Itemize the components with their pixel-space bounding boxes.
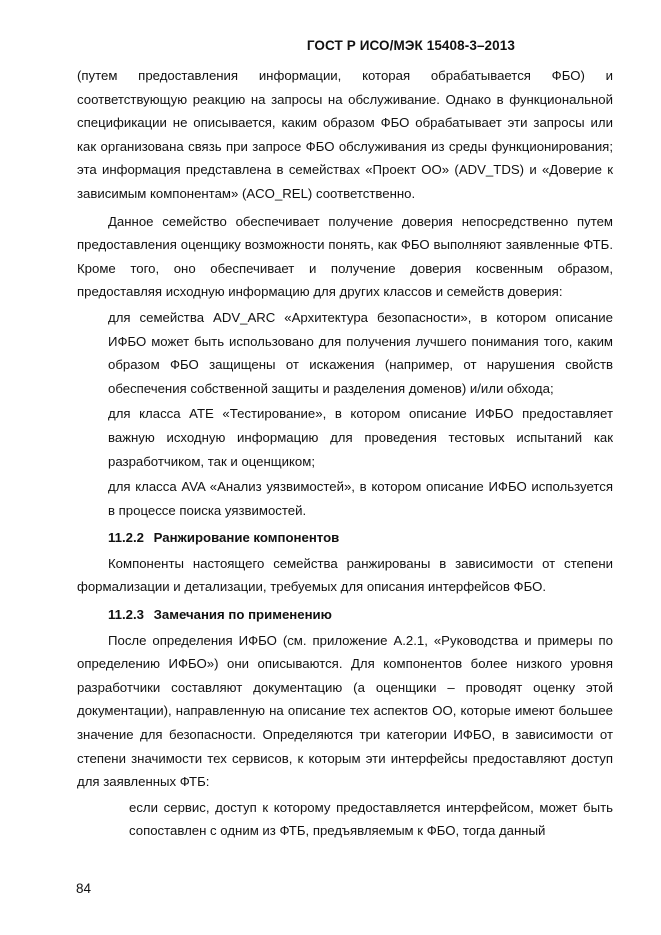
section-number: 11.2.3 bbox=[108, 607, 144, 623]
list-item: для класса AVA «Анализ уязвимостей», в котором описание ИФБО используется в процессе поиска уязвимостей. bbox=[108, 479, 613, 518]
paragraph: (путем предоставления информации, которая обрабатывается ФБО) и соответствующую реакцию на запросы на обслуживание. Однако в функциональной спецификации не описывается, каким образом ФБО обрабатывает эти запросы или как организована связь при запросе ФБО обслуживания из среды функционирования; эта информация представлена в семействах «Проект ОО» (ADV_TDS) и «Доверие к зависимым компонентам» (ACO_REL) соответственно. bbox=[77, 68, 613, 201]
page-content bbox=[77, 64, 613, 843]
standard-header: ГОСТ Р ИСО/МЭК 15408-3–2013 bbox=[306, 38, 515, 53]
paragraph: Компоненты настоящего семейства ранжированы в зависимости от степени формализации и детализации, требуемых для описания интерфейсов ФБО. bbox=[77, 555, 613, 595]
section-heading bbox=[77, 603, 613, 627]
list-item: для класса ATE «Тестирование», в котором описание ИФБО предоставляет важную исходную информацию для проведения тестовых испытаний как разработчиком, так и оценщиком; bbox=[108, 406, 613, 469]
list-item: для семейства ADV_ARC «Архитектура безопасности», в котором описание ИФБО может быть использовано для получения лучшего понимания того, каким образом ФБО защищены от искажения (например, от нарушения свойств обеспечения собственной защиты и разделения доменов) и/или обхода; bbox=[108, 309, 613, 396]
page-number: 84 bbox=[76, 881, 92, 896]
paragraph: Данное семейство обеспечивает получение доверия непосредственно путем предоставления оценщику возможности понять, как ФБО выполняют заявленные ФТБ. Кроме того, оно обеспечивает и получение доверия косвенным образом, предоставляя исходную информацию для других классов и семейств доверия: bbox=[77, 213, 613, 300]
paragraph: После определения ИФБО (см. приложение А.2.1, «Руководства и примеры по определению ИФБО») они описываются. Для компонентов более низкого уровня разработчики составляют документацию (а оценщики – проводят оценку этой документации), направленную на описание тех аспектов ОО, которые имеют большее значение для безопасности. Определяются три категории ИФБО, в зависимости от степени значимости тех сервисов, к которым эти интерфейсы предоставляют доступ для заявленных ФТБ: bbox=[77, 632, 613, 790]
list-item: если сервис, доступ к которому предоставляется интерфейсом, может быть сопоставлен с одним из ФТБ, предъявляемым к ФБО, тогда данный bbox=[129, 799, 613, 839]
section-title: Замечания по применению bbox=[153, 607, 332, 623]
section-number: 11.2.2 bbox=[108, 530, 144, 546]
section-heading bbox=[77, 526, 613, 550]
section-title: Ранжирование компонентов bbox=[153, 530, 340, 546]
